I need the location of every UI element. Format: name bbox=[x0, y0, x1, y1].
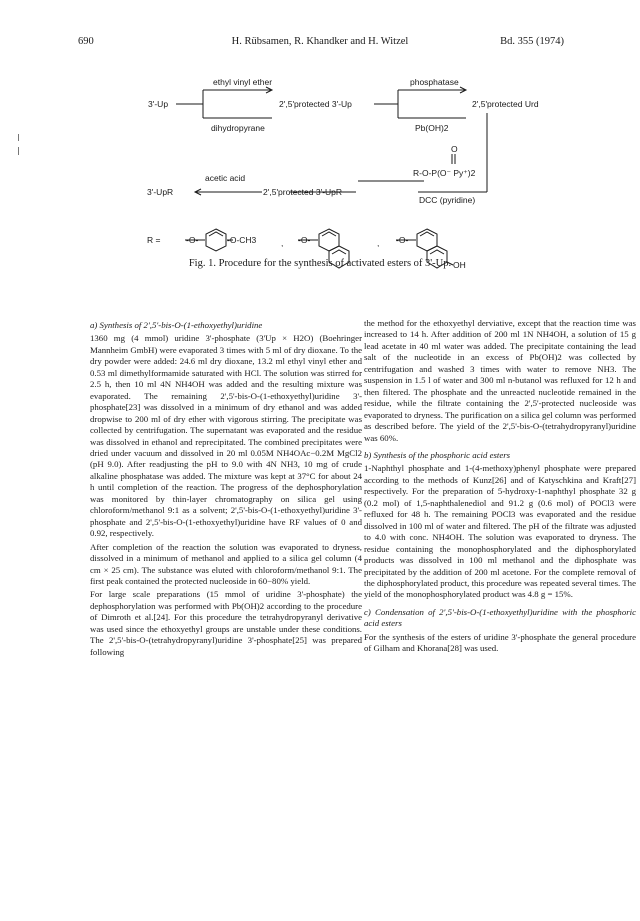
figure-caption: Fig. 1. Procedure for the synthesis of activated esters of 3'-Up. bbox=[188, 258, 452, 269]
scheme-intermediate: 2',5'protected 3'-Up bbox=[279, 99, 352, 109]
scheme-protected-upr: 2',5'protected 3'-UpR bbox=[263, 187, 343, 197]
section-heading-c: c) Condensation of 2',5'-bis-O-(1-ethoxyethyl)uridine with the phosphoric acid esters bbox=[364, 606, 636, 629]
reagent-pboh2: Pb(OH)2 bbox=[415, 123, 449, 133]
r2-oxygen: -O- bbox=[298, 235, 311, 245]
paragraph: For large scale preparations (15 mmol of uridine 3'-phosphate) the dephosphorylation was performed with Pb(OH)2 according to the procedure of Dimroth et al.[24]. For this procedure the tetrahydropyranyl derivative was used since the ethoxyethyl groups are unstable under these conditions. The 2',5'-bis-O-(tetrahydropyranyl)uridine 3'-phosphate[25] was prepared following bbox=[90, 589, 362, 657]
reagent-dihydropyrane: dihydropyrane bbox=[211, 123, 265, 133]
paragraph: 1-Naphthyl phosphate and 1-(4-methoxy)phenyl phosphate were prepared according to the methods of Kunz[26] and of Katyschkina and Kraft[27] respectively. For the preparation of 5-hydroxy-1-naphthyl phosphate 32 g (0.2 mol) of 1,5-naphthalenediol and 91.2 g (0.6 mol) of POCl3 were refluxed for 48 h. The remaining POCl3 was evaporated and the residue dissolved in 100 ml of water and filtered. The pH of the filtrate was adjusted to 4.0 with conc. NH4OH. The solution was evaporated to dryness. The residue containing the monophosphorylated and the diphosphorylated products was dissolved in 100 ml methanol and the diphosphate was precipitated by the addition of 200 ml acetone. For the complete removal of the diphosphorylated product, this procedure was repeated several times. The yield of the monophosphorylated product was 4.8 g = 15%. bbox=[364, 463, 636, 600]
phosphate-reagent: R-O-P(O⁻ Py⁺)2 bbox=[413, 168, 476, 178]
reagent-acetic-acid: acetic acid bbox=[205, 173, 246, 183]
r1-oxygen: -O- bbox=[186, 235, 199, 245]
paragraph: After completion of the reaction the solution was evaporated to dryness, dissolved in a minimum of methanol and applied to a silica gel column (4 cm × 25 cm). The substance was eluted with chloroform/methanol 9:1. The first peak contained the protected nucleoside in 60−80% yield. bbox=[90, 541, 362, 586]
r3-oxygen: -O- bbox=[396, 235, 409, 245]
paragraph: the method for the ethoxyethyl derviative, except that the reaction time was increased to 14 h. After addition of 200 ml 1N NH4OH, a solution of 15 g lead acetate in 40 ml water was added. The precipitate containing the lead salt of the nucleotide in an excess of Pb(OH)2 was collected by centrifugation and washed 3 times with water to remove NH3. The suspension in 1.5 l of water and 300 ml n-butanol was refluxed for 12 h and then filtered. The phosphate and the unreacted nucleotide remained in the residue, while the filtrate containing the 2',5'-protected nucleoside was evaporated to dryness. The purification on a silica gel column was performed as described before. The yield of the 2',5'-bis-O-(tetrahydropyranyl)uridine was 60%. bbox=[364, 318, 636, 443]
scheme-product-urd: 2',5'protected Urd bbox=[472, 99, 539, 109]
r1-methoxy: -O-CH3 bbox=[227, 235, 257, 245]
reaction-scheme bbox=[0, 0, 640, 300]
r-equals: R = bbox=[147, 235, 161, 245]
hydroxyl: OH bbox=[453, 260, 466, 270]
page-number: 690 bbox=[78, 36, 94, 47]
reagent-ethyl-vinyl-ether: ethyl vinyl ether bbox=[213, 77, 273, 87]
separator: , bbox=[377, 238, 380, 248]
paragraph: 1360 mg (4 mmol) uridine 3'-phosphate (3'Up × H2O) (Boehringer Mannheim GmbH) were evaporated 3 times with 5 ml of dry dioxane. To the dry powder were added: 24.6 ml dry dioxane, 13.2 ml ethyl vinyl ether and 0.53 ml dimethylformamide saturated with HCl. The solution was stirred for 2.5 h, then 10 ml 4N NH4OH was added and the resulting mixture was evaporated. The remaining 2',5'-bis-O-(1-ethoxyethyl)uridine 3'-phosphate[23] was dissolved in a minimum of dry ethanol and was added dropwise to 200 ml of dry ether with vigorous stirring. The precipitate was collected by centrifugation. The supernatant was evaporated and the residue was dissolved in ethanol and reprecipitated. The combined precipitates were dried under vacuum and dissolved in 20 ml 0.05M NH4OAc−0.2M MgCl2 (pH 9.0). After readjusting the pH to 9.0 with 4N NH3, 10 mg of crude alkaline phosphatase was added. The mixture was kept at 37°C for about 24 h until completion of the reaction. The progress of the dephosphorylation was monitored by thin-layer chromatography on silica gel using chloroform/methanol 9:1 as a solvent; 2',5'-bis-O-(1-ethoxyethyl)uridine 3'-phosphate and 2',5'-bis-O-(1-ethoxyethyl)uridine have RF values of 0 and 0.92, respectively. bbox=[90, 333, 362, 539]
right-column bbox=[364, 318, 636, 657]
left-column bbox=[90, 320, 362, 660]
paragraph: For the synthesis of the esters of uridine 3'-phosphate the general procedure of Gilham and Khorana[28] was used. bbox=[364, 631, 636, 654]
section-heading-a: a) Synthesis of 2',5'-bis-O-(1-ethoxyethyl)uridine bbox=[90, 320, 263, 330]
reagent-dcc: DCC (pyridine) bbox=[419, 195, 476, 205]
running-authors: H. Rübsamen, R. Khandker and H. Witzel bbox=[231, 36, 409, 47]
scheme-final: 3'-UpR bbox=[147, 187, 174, 197]
scheme-start: 3'-Up bbox=[148, 99, 169, 109]
separator: , bbox=[281, 238, 284, 248]
phosphate-oxygen: O bbox=[451, 144, 458, 154]
section-heading-b: b) Synthesis of the phosphoric acid esters bbox=[364, 449, 511, 460]
volume-info: Bd. 355 (1974) bbox=[500, 36, 564, 47]
reagent-phosphatase: phosphatase bbox=[410, 77, 459, 87]
